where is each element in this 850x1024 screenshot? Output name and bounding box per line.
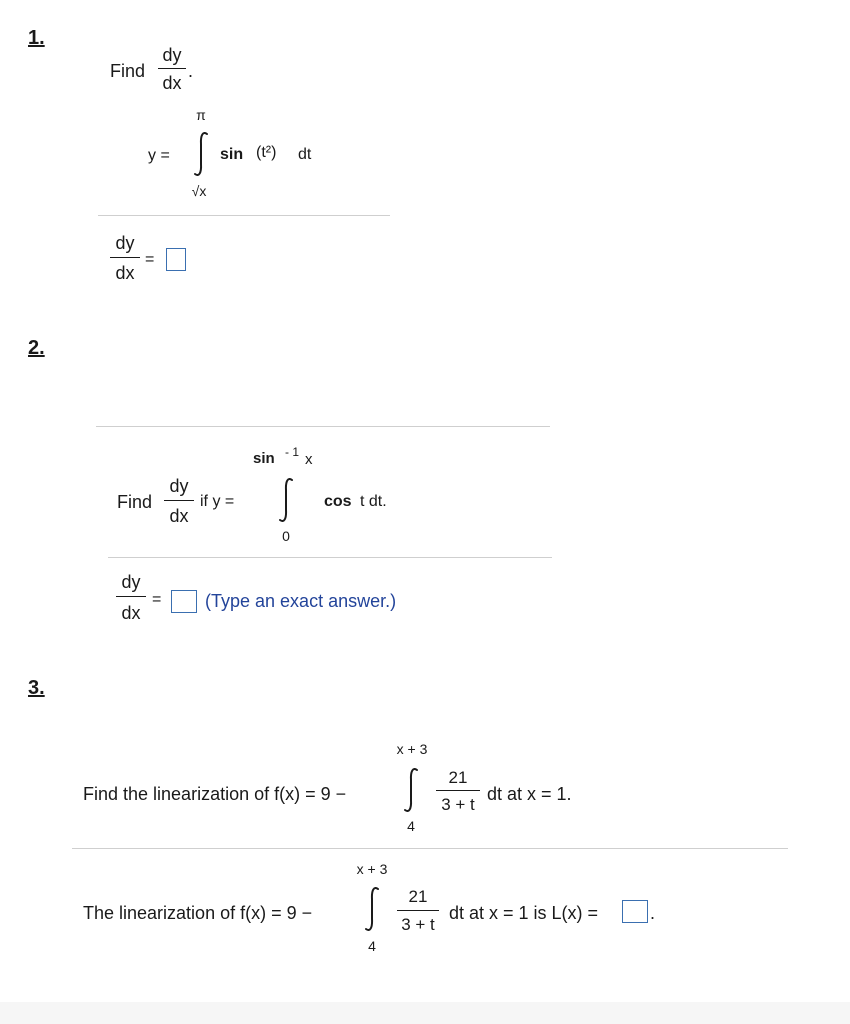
problem-2-top-divider bbox=[96, 426, 550, 427]
problem-2-number: 2. bbox=[28, 337, 45, 359]
problem-1-find-label: Find bbox=[110, 61, 146, 81]
problem-1-dy: dy bbox=[162, 45, 182, 65]
problem-2-upper-limit-sin: sin bbox=[253, 450, 275, 467]
problem-1-upper-limit: π bbox=[196, 107, 206, 123]
problem-3-answer-numerator: 21 bbox=[408, 887, 428, 906]
problem-1-integral-icon bbox=[191, 130, 211, 178]
page-footer bbox=[0, 1002, 850, 1024]
problem-2-dy: dy bbox=[169, 476, 189, 496]
problem-2-answer-dy: dy bbox=[121, 572, 141, 592]
problem-3-question-suffix: dt at x = 1. bbox=[487, 784, 572, 804]
problem-1-dx: dx bbox=[162, 73, 182, 93]
problem-1-answer-dx: dx bbox=[115, 263, 135, 283]
problem-1-fraction-bar bbox=[158, 68, 186, 69]
problem-2-bottom-divider bbox=[108, 557, 552, 558]
problem-3-denominator: 3 + t bbox=[441, 795, 475, 814]
problem-3-upper-limit: x + 3 bbox=[396, 741, 428, 757]
problem-2-upper-limit-exponent: - 1 bbox=[285, 445, 300, 459]
problem-3-answer-input[interactable] bbox=[622, 900, 648, 923]
problem-1-answer-dy: dy bbox=[115, 233, 135, 253]
problem-3-integral-icon bbox=[401, 766, 421, 814]
problem-3-answer-integral-icon bbox=[362, 885, 382, 933]
problem-2-upper-limit-x: x bbox=[305, 451, 313, 468]
problem-3-numerator: 21 bbox=[448, 768, 468, 787]
problem-2-integrand-rest: t dt. bbox=[360, 493, 387, 510]
problem-2-integral-icon bbox=[276, 476, 296, 524]
problem-3-answer-period: . bbox=[650, 903, 656, 923]
problem-2-lower-limit: 0 bbox=[282, 528, 290, 544]
problem-3-answer-denominator: 3 + t bbox=[401, 915, 435, 934]
problem-1-answer-fraction-bar bbox=[110, 257, 140, 258]
problem-1-period: . bbox=[188, 61, 194, 81]
problem-1-y-equals: y = bbox=[148, 147, 170, 164]
problem-1-answer-equals: = bbox=[145, 251, 155, 268]
problem-3-answer-suffix: dt at x = 1 is L(x) = bbox=[449, 903, 599, 923]
problem-2-answer-equals: = bbox=[152, 591, 162, 608]
problem-1-divider bbox=[98, 215, 390, 216]
problem-1-answer-input[interactable] bbox=[166, 248, 186, 271]
problem-1-dt: dt bbox=[298, 146, 312, 163]
problem-3-lower-limit: 4 bbox=[407, 818, 415, 834]
problem-2-dx: dx bbox=[169, 506, 189, 526]
problem-1-integrand-arg: (t²) bbox=[256, 144, 277, 161]
problem-2-if-y-equals: if y = bbox=[200, 493, 235, 510]
problem-3-answer-lower-limit: 4 bbox=[368, 938, 376, 954]
problem-2-answer-input[interactable] bbox=[171, 590, 197, 613]
problem-3-question-prefix: Find the linearization of f(x) = 9 − bbox=[83, 784, 347, 804]
problem-3-answer-prefix: The linearization of f(x) = 9 − bbox=[83, 903, 313, 923]
problem-3-number: 3. bbox=[28, 677, 45, 699]
problem-3-answer-upper-limit: x + 3 bbox=[356, 861, 388, 877]
problem-2-answer-dx: dx bbox=[121, 603, 141, 623]
problem-2-find-label: Find bbox=[117, 492, 153, 512]
problem-1-integrand-sin: sin bbox=[220, 146, 244, 163]
problem-2-fraction-bar bbox=[164, 500, 194, 501]
problem-3-divider bbox=[72, 848, 788, 849]
problem-2-hint: (Type an exact answer.) bbox=[205, 591, 397, 611]
problem-3-answer-fraction-bar bbox=[397, 910, 439, 911]
problem-2-integrand-cos: cos bbox=[324, 493, 352, 510]
problem-1-number: 1. bbox=[28, 27, 45, 49]
problem-1-lower-limit: √x bbox=[191, 183, 207, 199]
problem-2-answer-fraction-bar bbox=[116, 596, 146, 597]
problem-3-fraction-bar bbox=[436, 790, 480, 791]
